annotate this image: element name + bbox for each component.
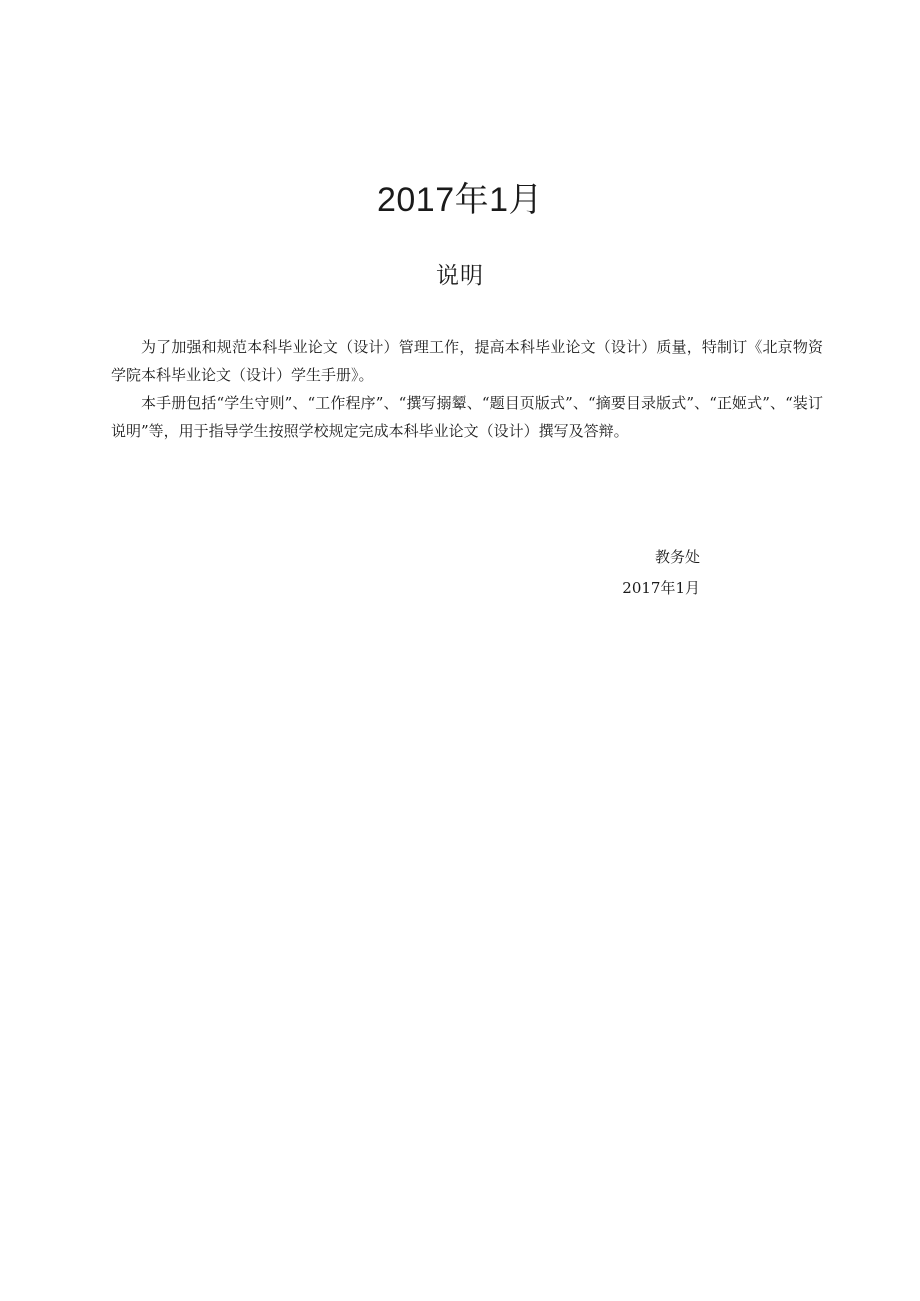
paragraph-contents: 本手册包括“学生守则”、“工作程序”、“撰写搦颦、“题目页版式”、“摘要目录版式”、“正姬式”、“装订说明”等，用于指导学生按照学校规定完成本科毕业论文（设计）撰写及答辩。: [111, 394, 823, 440]
paragraph-purpose: 为了加强和规范本科毕业论文（设计）管理工作，提高本科毕业论文（设计）质量，特制订《北京物资学院本科毕业论文（设计）学生手册》。: [111, 338, 823, 384]
page-title: 说明: [436, 263, 484, 289]
notice-body: [111, 333, 823, 445]
cover-date: 2017年1月: [376, 181, 544, 219]
issuer: 教务处: [654, 548, 700, 566]
sign-date: 2017年1月: [622, 579, 700, 597]
